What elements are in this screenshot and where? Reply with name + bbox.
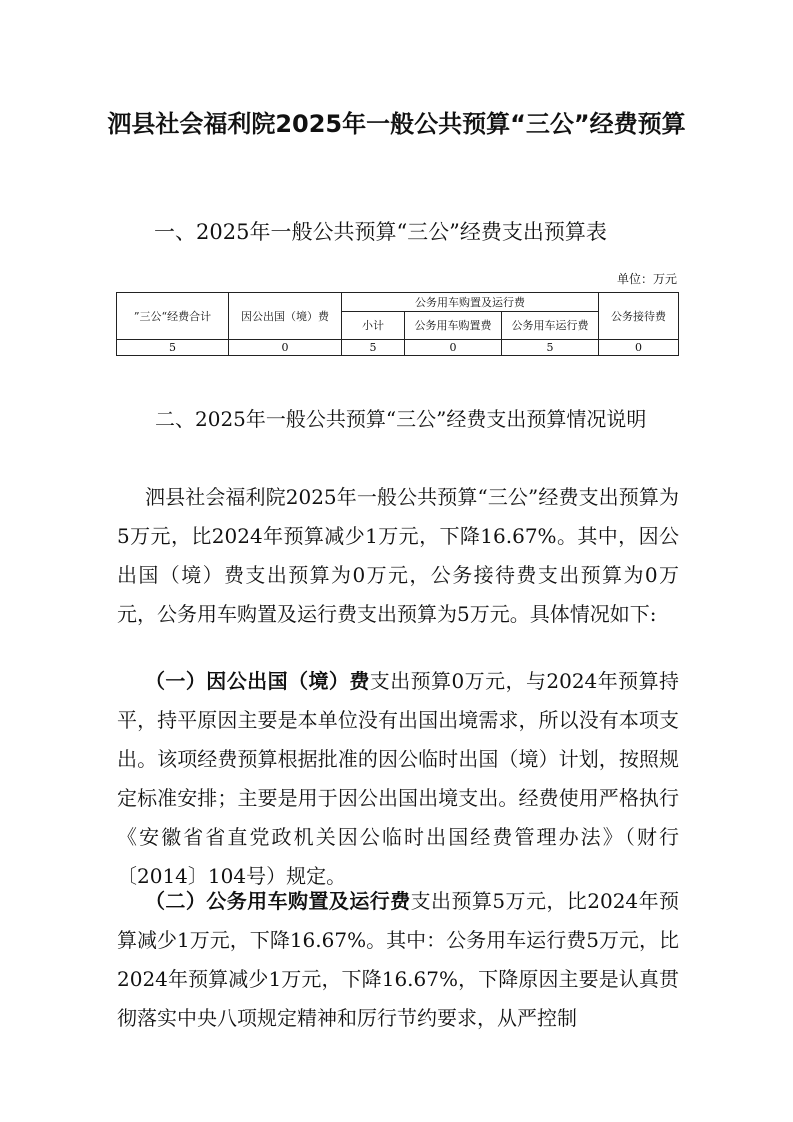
unit-label: 单位：万元 bbox=[616, 272, 677, 286]
three-public-expenses-table bbox=[116, 292, 679, 356]
item-1-text: 支出预算0万元，与2024年预算持平，持平原因主要是本单位没有出国出境需求，所以没有本项支出。该项经费预算根据批准的因公临时出国（境）计划，按照规定标准安排；主要是用于因公出国出境支出。经费使用严格执行《安徽省省直党政机关因公临时出国经费管理办法》（财行〔2014〕104号）规定。 bbox=[117, 669, 680, 888]
header-reception: 公务接待费 bbox=[599, 293, 679, 340]
header-subtotal: 小计 bbox=[342, 312, 405, 340]
item-2-label: （二）公务用车购置及运行费 bbox=[145, 889, 411, 913]
value-total: 5 bbox=[117, 340, 229, 356]
header-abroad: 因公出国（境）费 bbox=[229, 293, 342, 340]
value-subtotal: 5 bbox=[342, 340, 405, 356]
header-purchase: 公务用车购置费 bbox=[405, 312, 502, 340]
intro-paragraph: 泗县社会福利院2025年一般公共预算“三公”经费支出预算为5万元，比2024年预算减少1万元，下降16.67%。其中，因公出国（境）费支出预算为0万元，公务接待费支出预算为0万元，公务用车购置及运行费支出预算为5万元。具体情况如下: bbox=[117, 485, 679, 626]
header-vehicle-group: 公务用车购置及运行费 bbox=[342, 293, 599, 312]
item-1-paragraph bbox=[117, 662, 679, 896]
table-row bbox=[117, 340, 679, 356]
value-abroad: 0 bbox=[229, 340, 342, 356]
value-purchase: 0 bbox=[405, 340, 502, 356]
item-2-text: 支出预算5万元，比2024年预算减少1万元，下降16.67%。其中：公务用车运行费5万元，比2024年预算减少1万元，下降16.67%，下降原因主要是认真贯彻落实中央八项规定精神和厉行节约要求，从严控制 bbox=[117, 889, 680, 1030]
document-title: 泗县社会福利院2025年一般公共预算“三公”经费预算 bbox=[107, 110, 686, 138]
value-reception: 0 bbox=[599, 340, 679, 356]
value-operation: 5 bbox=[502, 340, 599, 356]
header-operation: 公务用车运行费 bbox=[502, 312, 599, 340]
item-2-paragraph bbox=[117, 882, 679, 1038]
header-total: ”三公“经费合计 bbox=[117, 293, 229, 340]
item-1-label: （一）因公出国（境）费 bbox=[145, 669, 370, 693]
section-1-heading: 一、2025年一般公共预算“三公”经费支出预算表 bbox=[154, 220, 607, 244]
table-header-row bbox=[117, 293, 679, 312]
section-2-heading: 二、2025年一般公共预算“三公”经费支出预算情况说明 bbox=[155, 407, 647, 431]
